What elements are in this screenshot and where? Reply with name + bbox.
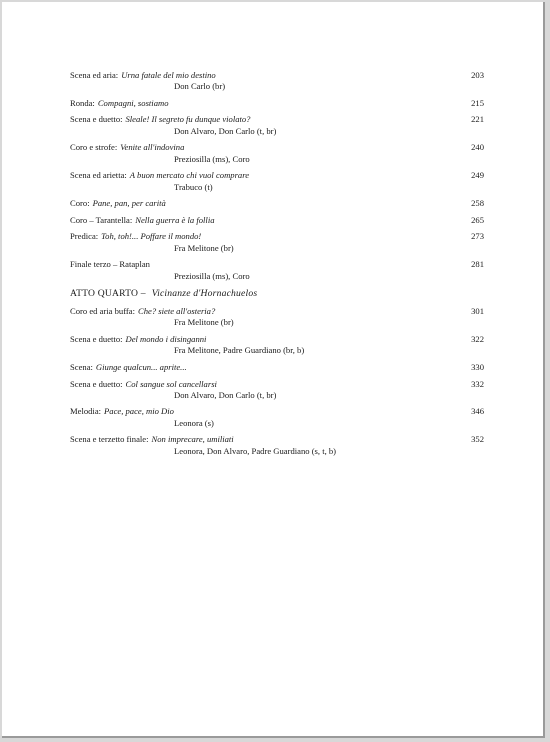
entry-title: A buon mercato chi vuol comprare bbox=[129, 170, 250, 181]
entry-title: Pace, pace, mio Dio bbox=[104, 406, 174, 417]
entry-kind: Scena ed aria: bbox=[70, 70, 119, 80]
entry-page-number: 346 bbox=[471, 406, 484, 417]
entry-title: Urna fatale del mio destino bbox=[121, 70, 216, 80]
entry-kind: Scena: bbox=[70, 361, 93, 372]
toc-entry bbox=[70, 379, 484, 402]
entry-title: Venite all'indovina bbox=[120, 142, 185, 153]
toc-entry bbox=[70, 362, 484, 373]
entry-kind: Coro ed aria buffa: bbox=[70, 306, 135, 317]
entry-kind: Scena e duetto: bbox=[70, 378, 123, 389]
entry-kind: Coro – Tarantella: bbox=[70, 214, 133, 225]
entry-roles: Trabuco (t) bbox=[174, 181, 213, 192]
act-heading bbox=[70, 288, 484, 299]
toc-entry bbox=[70, 334, 484, 357]
entry-title: Che? siete all'osteria? bbox=[138, 306, 216, 317]
entry-roles: Leonora, Don Alvaro, Padre Guardiano (s, t, b) bbox=[174, 445, 337, 456]
act-label: ATTO QUARTO – bbox=[70, 287, 146, 299]
entry-title: Compagni, sostiamo bbox=[97, 97, 169, 108]
entry-page-number: 203 bbox=[471, 70, 484, 80]
entry-title: Col sangue sol cancellarsi bbox=[125, 378, 217, 389]
entry-page-number: 240 bbox=[471, 142, 484, 153]
toc-entry bbox=[70, 259, 484, 282]
toc-entry bbox=[70, 170, 484, 193]
entry-page-number: 258 bbox=[471, 198, 484, 209]
entry-title: Del mondo i disinganni bbox=[125, 334, 207, 345]
entry-kind: Scena e duetto: bbox=[70, 334, 123, 345]
entry-title: Nella guerra è la follia bbox=[135, 214, 215, 225]
entry-kind: Coro: bbox=[70, 198, 90, 209]
toc-entry bbox=[70, 215, 484, 226]
entry-roles: Fra Melitone (br) bbox=[174, 242, 234, 253]
entry-title: Toh, toh!... Poffare il mondo! bbox=[101, 231, 202, 242]
toc-entry bbox=[70, 231, 484, 254]
entry-page-number: 273 bbox=[471, 231, 484, 242]
entry-roles: Preziosilla (ms), Coro bbox=[174, 270, 250, 281]
entry-page-number: 221 bbox=[471, 114, 484, 125]
entry-page-number: 301 bbox=[471, 306, 484, 317]
entry-roles: Don Alvaro, Don Carlo (t, br) bbox=[174, 389, 277, 400]
table-of-contents bbox=[70, 70, 484, 457]
toc-entry bbox=[70, 142, 484, 165]
entry-page-number: 332 bbox=[471, 378, 484, 389]
entry-kind: Scena e duetto: bbox=[70, 114, 123, 125]
toc-entry bbox=[70, 198, 484, 209]
entry-title: Non imprecare, umiliati bbox=[151, 434, 234, 445]
entry-roles: Don Alvaro, Don Carlo (t, br) bbox=[174, 125, 277, 136]
entry-kind: Predica: bbox=[70, 231, 99, 242]
toc-entry bbox=[70, 406, 484, 429]
entry-roles: Don Carlo (br) bbox=[174, 81, 226, 92]
entry-page-number: 265 bbox=[471, 214, 484, 225]
toc-entry bbox=[70, 70, 484, 93]
entry-kind: Scena e terzetto finale: bbox=[70, 434, 149, 445]
entry-roles: Leonora (s) bbox=[174, 417, 214, 428]
entry-title: Giunge qualcun... aprite... bbox=[95, 361, 187, 372]
document-page bbox=[2, 2, 545, 738]
entry-kind: Melodia: bbox=[70, 406, 102, 417]
entry-roles: Preziosilla (ms), Coro bbox=[174, 153, 250, 164]
act-setting: Vicinanze d'Hornachuelos bbox=[151, 287, 258, 299]
entry-kind: Coro e strofe: bbox=[70, 142, 118, 153]
entry-page-number: 281 bbox=[471, 259, 484, 270]
entry-roles: Fra Melitone, Padre Guardiano (br, b) bbox=[174, 345, 305, 356]
entry-page-number: 330 bbox=[471, 361, 484, 372]
entry-title: Pane, pan, per carità bbox=[92, 198, 166, 209]
toc-entry bbox=[70, 98, 484, 109]
entry-kind: Scena ed arietta: bbox=[70, 170, 127, 181]
entry-page-number: 249 bbox=[471, 170, 484, 181]
entry-roles: Fra Melitone (br) bbox=[174, 317, 234, 328]
toc-entry bbox=[70, 306, 484, 329]
toc-entry bbox=[70, 114, 484, 137]
entry-page-number: 322 bbox=[471, 334, 484, 345]
entry-title: Sleale! Il segreto fu dunque violato? bbox=[125, 114, 251, 125]
entry-page-number: 352 bbox=[471, 434, 484, 445]
entry-kind: Ronda: bbox=[70, 97, 95, 108]
toc-entry bbox=[70, 434, 484, 457]
entry-page-number: 215 bbox=[471, 97, 484, 108]
entry-kind: Finale terzo – Rataplan bbox=[70, 259, 150, 270]
